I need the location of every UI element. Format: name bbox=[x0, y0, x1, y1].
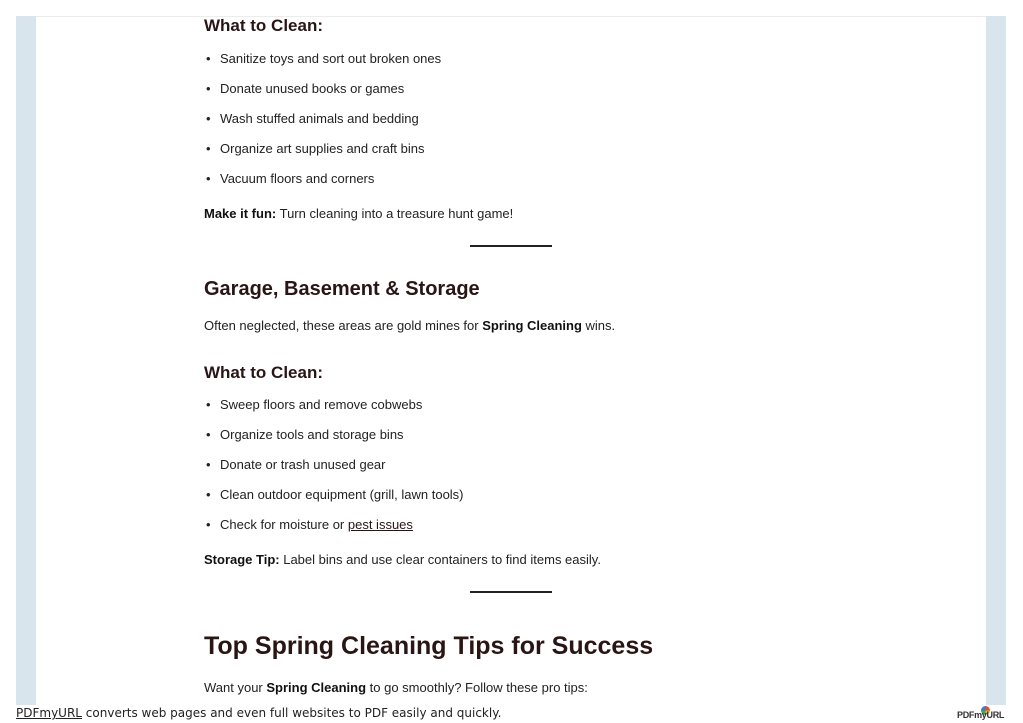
list-item: • Vacuum floors and corners bbox=[204, 171, 374, 186]
section-divider bbox=[470, 245, 552, 247]
list-item: • Wash stuffed animals and bedding bbox=[204, 111, 419, 126]
list-item: • Sanitize toys and sort out broken ones bbox=[204, 51, 441, 66]
footer-message: converts web pages and even full websites to PDF easily and quickly. bbox=[81, 706, 502, 720]
garage-section-title: Garage, Basement & Storage bbox=[204, 278, 480, 300]
list-item: • Clean outdoor equipment (grill, lawn tools) bbox=[204, 487, 464, 502]
intro-text: Want your bbox=[204, 680, 267, 695]
tip-label: Storage Tip: bbox=[204, 552, 280, 567]
list-item: • Donate or trash unused gear bbox=[204, 457, 386, 472]
footer-text bbox=[16, 706, 501, 720]
kids-fun-tip bbox=[204, 206, 513, 221]
page-sheet bbox=[36, 16, 986, 707]
list-item: • Organize tools and storage bins bbox=[204, 427, 404, 442]
garage-what-to-clean-heading: What to Clean: bbox=[204, 363, 323, 382]
section-divider bbox=[470, 591, 552, 593]
list-item: • Sweep floors and remove cobwebs bbox=[204, 397, 422, 412]
garage-intro bbox=[204, 318, 615, 333]
tips-intro bbox=[204, 680, 588, 695]
list-item: • Donate unused books or games bbox=[204, 81, 404, 96]
tips-section-title: Top Spring Cleaning Tips for Success bbox=[204, 632, 654, 660]
left-margin-rail bbox=[16, 16, 36, 706]
logo-text: PDFmyURL bbox=[957, 710, 1005, 720]
tip-text: Label bins and use clear containers to find items easily. bbox=[279, 552, 601, 567]
intro-text-end: wins. bbox=[581, 318, 616, 333]
list-item: • Organize art supplies and craft bins bbox=[204, 141, 425, 156]
intro-bold: Spring Cleaning bbox=[482, 318, 582, 333]
tip-text: Turn cleaning into a treasure hunt game! bbox=[276, 206, 514, 221]
tip-label: Make it fun: bbox=[204, 206, 277, 221]
intro-bold: Spring Cleaning bbox=[266, 680, 367, 695]
pest-issues-link[interactable]: pest issues bbox=[347, 517, 413, 532]
right-margin-rail bbox=[986, 16, 1006, 706]
kids-what-to-clean-heading: What to Clean: bbox=[204, 16, 323, 35]
storage-tip bbox=[204, 552, 601, 567]
pdfmyurl-logo[interactable] bbox=[957, 706, 1007, 723]
pdfmyurl-link[interactable]: PDFmyURL bbox=[16, 706, 82, 720]
intro-text: Often neglected, these areas are gold mines for bbox=[204, 318, 483, 333]
list-item-text: Check for moisture or bbox=[220, 517, 348, 532]
intro-text-end: to go smoothly? Follow these pro tips: bbox=[366, 680, 588, 695]
list-item bbox=[204, 517, 413, 532]
